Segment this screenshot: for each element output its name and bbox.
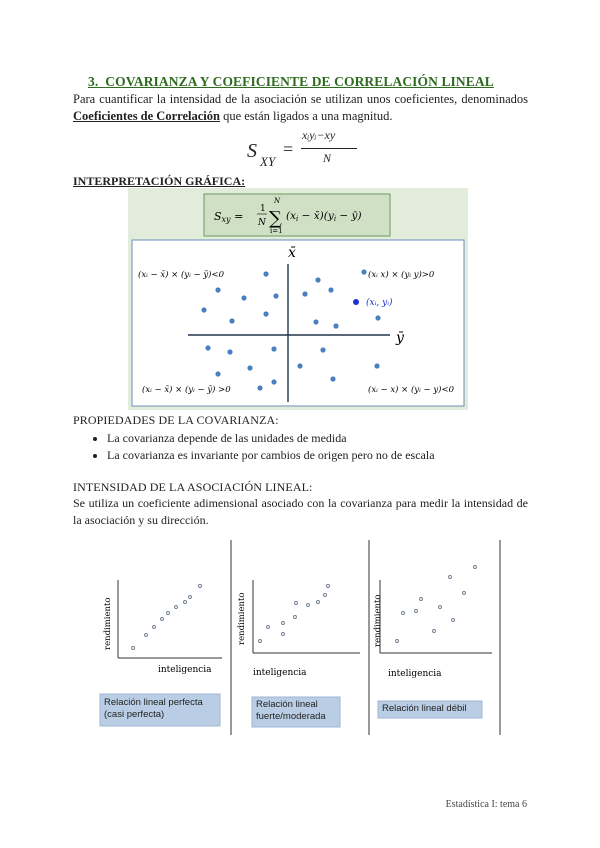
properties-list [73,430,435,464]
sum-sign: ∑ [269,208,282,229]
plot2-xlabel: inteligencia [253,668,307,678]
section-number: 3. [88,74,99,89]
scatter-point [229,318,234,323]
plot3-caption: Relación lineal débil [382,703,467,714]
scatter-point [374,363,379,368]
section-heading [88,74,494,90]
sum-terms: (xi − x̄)(yi − ȳ) [286,210,362,223]
page-footer: Estadística I: tema 6 [445,799,527,810]
plot1-points [132,585,202,650]
scatter-point [273,293,278,298]
data-point [153,626,156,629]
scatter-point [328,287,333,292]
scatter-point [315,277,320,282]
intro-text: Para cuantificar la intensidad de la asociación se utilizan unos coeficientes, denominados [73,92,528,106]
scatter-point [201,307,206,312]
plot3-xlabel: inteligencia [388,669,442,679]
data-point [175,606,178,609]
scatter-point [320,347,325,352]
scatter-point [205,345,210,350]
scatter-point [330,376,335,381]
plot1-caption-wrap [102,695,220,727]
data-point [199,585,202,588]
data-point [282,622,285,625]
plot3-caption-wrap [380,701,482,718]
scatter-point [297,363,302,368]
data-point [420,598,423,601]
quadrant-bottom-right-label: (xᵢ − x) × (yᵢ − y)<0 [368,385,454,395]
data-point [167,612,170,615]
plot1-ylabel: rendimiento [103,597,113,650]
data-point [449,576,452,579]
intensity-paragraph: Se utiliza un coeficiente adimensional asociado con la covarianza para medir la intensidad de la asociación y su dirección. [73,496,528,527]
data-point [282,633,285,636]
sum-bottom: i=1 [270,227,283,235]
data-point [295,602,298,605]
box-frac-num: 1 [260,204,266,214]
formula-lhs-sub: XY [260,154,276,169]
data-point [324,594,327,597]
data-point [189,596,192,599]
scatter-point [241,295,246,300]
intro-text-end: que están ligados a una magnitud. [219,109,393,123]
scatter-point [271,346,276,351]
highlight-point-label: (xᵢ, yᵢ) [366,298,393,308]
data-point [294,616,297,619]
graphic-heading: INTERPRETACIÓN GRÁFICA: [73,174,246,188]
formula-denominator: N [323,151,332,165]
plot3-points [396,566,477,643]
properties-heading: PROPIEDADES DE LA COVARIANZA: [73,413,279,427]
scatter-point [215,287,220,292]
data-point [452,619,455,622]
data-point [433,630,436,633]
scatter-point [271,379,276,384]
scatter-point [302,291,307,296]
scatter-point [247,365,252,370]
data-point [396,640,399,643]
intro-paragraph [73,91,528,125]
box-frac-den: N [258,218,266,228]
data-point [307,604,310,607]
axis-y-bar-label: ȳ [396,330,404,346]
highlight-point [353,299,359,305]
plot2-ylabel: rendimiento [237,592,247,645]
data-point [267,626,270,629]
scatter-area [132,240,464,406]
scatter-point [375,315,380,320]
quadrant-top-right-label: (xᵢ x) × (yᵢ y)>0 [368,270,435,280]
mini-plots [90,535,510,765]
plot1-xlabel: inteligencia [158,665,212,675]
quadrant-top-left-label: (xᵢ − x̄) × (yᵢ − ȳ)<0 [138,270,224,280]
scatter-point [227,349,232,354]
data-point [439,606,442,609]
scatter-point [257,385,262,390]
scatter-point [361,269,366,274]
intensity-heading: INTENSIDAD DE LA ASOCIACIÓN LINEAL: [73,480,313,494]
data-point [317,601,320,604]
scatter-point [263,271,268,276]
plot2-caption: Relación lineal fuerte/moderada [256,699,326,722]
section-title: COVARIANZA Y COEFICIENTE DE CORRELACIÓN LINEAL [105,74,494,89]
list-item: • La covarianza es invariante por cambios de origen pero no de escala [107,447,435,464]
data-point [402,612,405,615]
data-point [132,647,135,650]
covariance-scatter-panel [128,188,468,410]
scatter-point [333,323,338,328]
plot2-points [259,585,330,643]
scatter-point [313,319,318,324]
data-point [259,640,262,643]
covariance-formula [247,128,367,168]
data-point [474,566,477,569]
quadrant-bottom-left-label: (xᵢ − x̄) × (yᵢ − ȳ) >0 [142,385,231,395]
list-item: • La covarianza depende de las unidades de medida [107,430,435,447]
data-point [463,592,466,595]
data-point [184,601,187,604]
plot3-ylabel: rendimiento [373,594,383,647]
data-point [161,618,164,621]
axis-x-bar-label: x̄ [288,245,296,261]
intro-bold-term: Coeficientes de Correlación [73,109,220,123]
plot1-caption: Relación lineal perfecta (casi perfecta) [104,697,203,720]
formula-numerator: xᵢyᵢ−xy [302,128,336,142]
data-point [145,634,148,637]
fraction-bar [301,148,357,149]
box-formula-text: Sxy = [214,210,244,224]
scatter-point [215,371,220,376]
data-point [327,585,330,588]
scatter-point [263,311,268,316]
sum-top: N [274,197,281,205]
formula-lhs: S [247,140,257,162]
data-point [415,610,418,613]
formula-equals: = [283,139,294,159]
plot2-caption-wrap [254,698,340,728]
